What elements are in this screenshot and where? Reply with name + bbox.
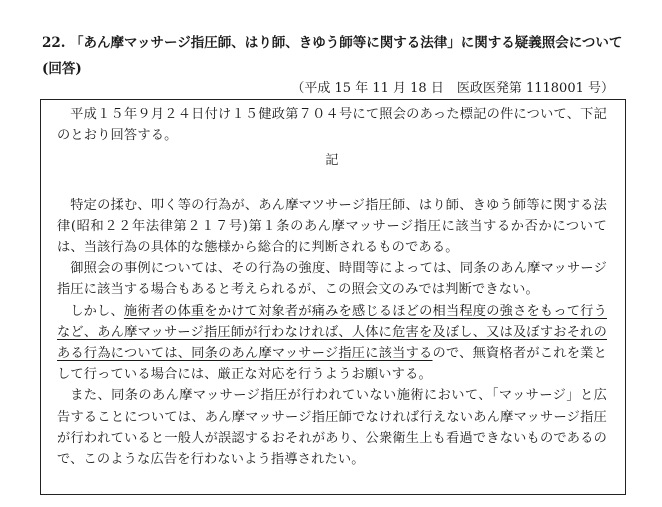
underlined-passage: 施術者の体重をかけて対象者が痛みを感じるほどの相当程度の強さをもって行うなど、あん摩マッサージ指圧師が行わなければ、人体に危害を及ぼし、又は及ぼすおそれのある行為については、同条のあん摩マッサージ指圧に該当する xyxy=(57,303,607,362)
paragraph-advertising: また、同条のあん摩マッサージ指圧が行われていない施術において、「マッサージ」と広告することについては、あん摩マッサージ指圧師でなければ行えないあん摩マッサージ指圧が行われていると一般人が誤認するおそれがあり、公衆衛生上も看過できないものであるので、このような広告を行わないよう指導されたい。 xyxy=(57,388,607,468)
heading-number: 22. xyxy=(42,35,66,51)
heading-title: 「あん摩マッサージ指圧師、はり師、きゆう師等に関する法律」に関する疑義照会について(回答) xyxy=(42,35,623,77)
paragraph-unlicensed-post: ので、無資格者がこれを業として行っている場合には、厳正な対応を行うようお願いする。 xyxy=(57,346,607,383)
paragraph-unlicensed-pre: しかし、 xyxy=(70,303,124,319)
paragraph-inquiry-case: 御照会の事例については、その行為の強度、時間等によっては、同条のあん摩マッサージ指圧に該当する場合もあると考えられるが、この照会文のみでは判断できない。 xyxy=(57,261,607,298)
paragraph-judgment: 特定の揉む、叩く等の行為が、あん摩マツサージ指圧師、はり師、きゆう師等に関する法律(昭和２２年法律第２１７号)第１条のあん摩マッサージ指圧に該当するか否かについては、当該行為の具体的な態様から総合的に判断されるものである。 xyxy=(57,197,607,256)
reply-text-box xyxy=(40,99,626,495)
intro-paragraph: 平成１５年９月２４日付け１５健政第７０４号にて照会のあった標記の件について、下記のとおり回答する。 xyxy=(57,107,607,144)
document-heading xyxy=(42,30,632,82)
citation-reference: （平成 15 年 11 月 18 日 医政医発第 1118001 号） xyxy=(291,81,614,96)
ki-heading: 記 xyxy=(325,153,339,169)
paragraph-unlicensed xyxy=(57,301,607,386)
